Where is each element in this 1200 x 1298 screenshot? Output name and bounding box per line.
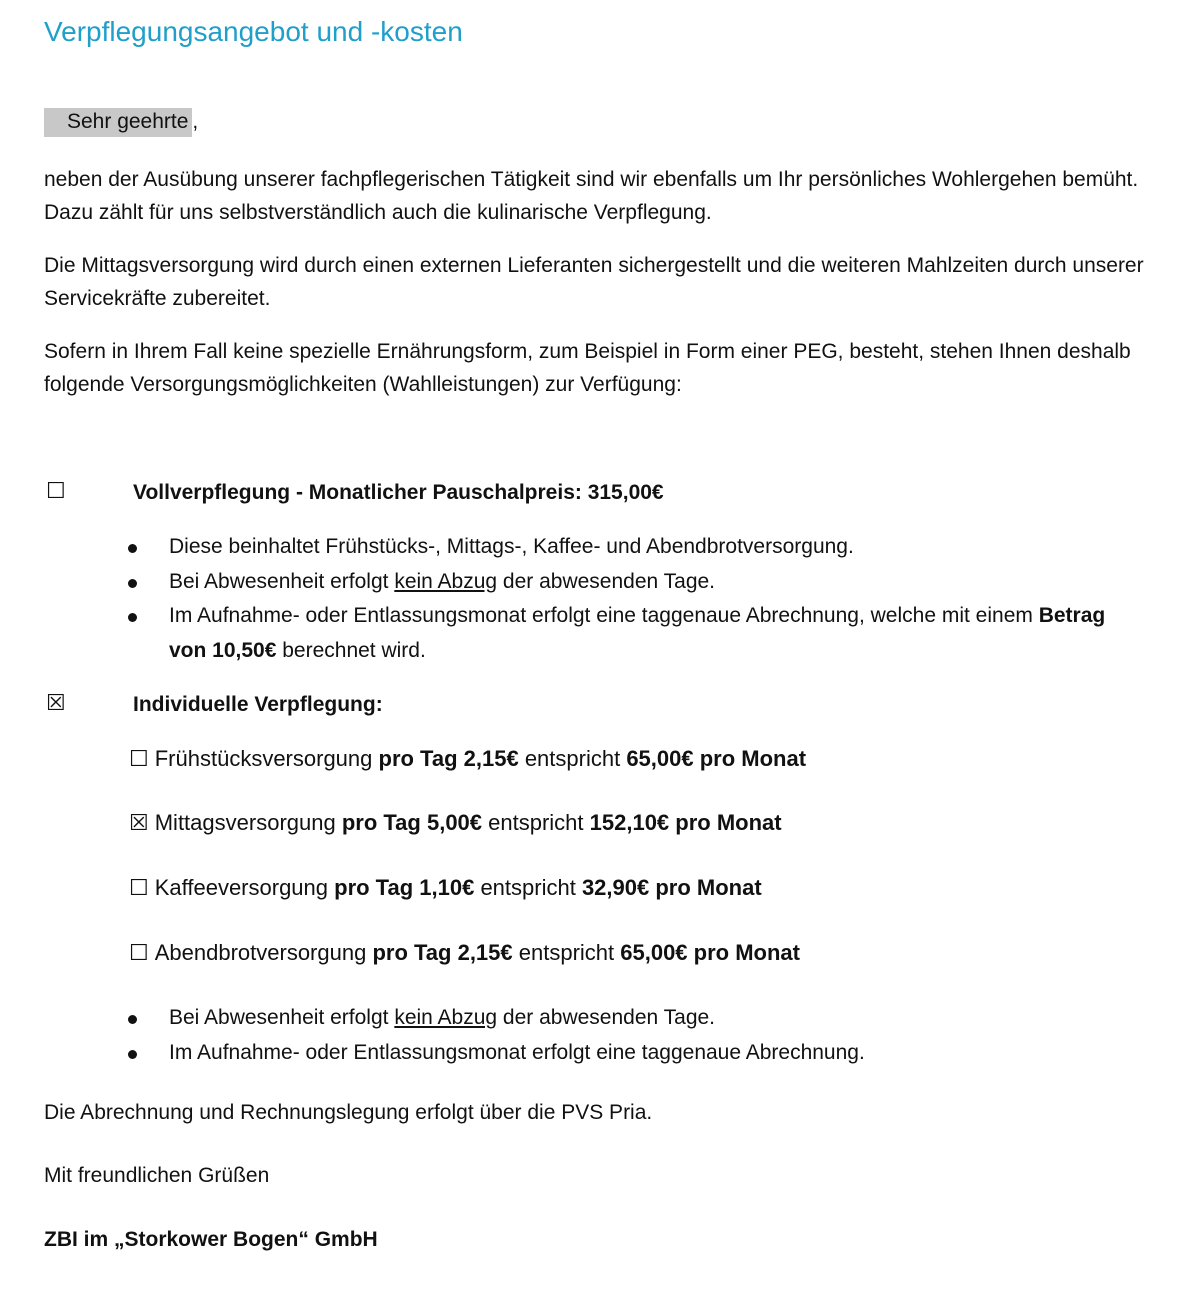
bullet-icon — [128, 613, 137, 622]
price-per-month: 32,90€ pro Monat — [581, 875, 762, 900]
lunch-supply-paragraph: Die Mittagsversorgung wird durch einen externen Lieferanten sichergestellt und die weiteren Mahlzeiten durch unserer Servicekräfte zubereitet. — [44, 254, 1144, 310]
bullet-icon — [128, 1050, 137, 1059]
individual-board-title: Individuelle Verpflegung: — [133, 693, 383, 716]
dinner-option — [129, 940, 800, 966]
company-signature: ZBI im „Storkower Bogen“ GmbH — [44, 1228, 378, 1251]
price-per-day: pro Tag 1,10€ — [334, 875, 475, 900]
lunch-checkbox[interactable]: ☒ — [129, 811, 149, 836]
list-item — [128, 530, 1128, 565]
bold-text: Betrag von 10,50€ — [169, 604, 1106, 662]
bullet-text: der abwesenden Tage. — [497, 569, 716, 593]
bullet-text: Diese beinhaltet Frühstücks-, Mittags-, Kaffee- und Abendbrotversorgung. — [169, 535, 854, 558]
price-per-month: 65,00€ pro Monat — [626, 746, 807, 771]
underlined-text: kein Abzug — [394, 569, 498, 593]
price-per-month: 65,00€ pro Monat — [620, 940, 800, 965]
full-board-bullets — [128, 530, 1128, 668]
option-connector: entspricht — [482, 810, 590, 835]
salutation-form-field[interactable]: Sehr geehrte — [44, 108, 192, 137]
coffee-checkbox[interactable]: ☐ — [129, 876, 149, 901]
options-intro-paragraph: Sofern in Ihrem Fall keine spezielle Ernährungsform, zum Beispiel in Form einer PEG, besteht, stehen Ihnen deshalb folgende Versorgungsmöglichkeiten (Wahlleistungen) zur Verfügung: — [44, 340, 1131, 396]
price-per-day: pro Tag 2,15€ — [372, 940, 513, 965]
full-board-checkbox[interactable]: ☐ — [46, 479, 66, 504]
option-name: Mittagsversorgung — [154, 810, 342, 835]
intro-paragraph: neben der Ausübung unserer fachpflegerischen Tätigkeit sind wir ebenfalls um Ihr persönliches Wohlergehen bemüht. Dazu zählt für uns selbstverständlich auch die kulinarische Verpflegung. — [44, 168, 1139, 224]
bullet-text: Im Aufnahme- oder Entlassungsmonat erfolgt eine taggenaue Abrechnung, welche mit einem — [169, 604, 1039, 627]
individual-board-bullets — [128, 1001, 1128, 1070]
list-item — [128, 1036, 1128, 1071]
price-per-day: pro Tag 2,15€ — [378, 746, 519, 771]
document-title: Verpflegungsangebot und -kosten — [44, 16, 463, 47]
breakfast-checkbox[interactable]: ☐ — [129, 747, 149, 772]
breakfast-option — [129, 746, 806, 772]
option-connector: entspricht — [518, 746, 627, 771]
list-item — [128, 599, 1128, 668]
list-item — [128, 565, 1128, 600]
option-connector: entspricht — [512, 940, 621, 965]
option-name: Frühstücksversorgung — [154, 746, 379, 771]
individual-board-checkbox[interactable]: ☒ — [46, 691, 66, 716]
salutation-comma: , — [192, 110, 199, 133]
bullet-text: Im Aufnahme- oder Entlassungsmonat erfolgt eine taggenaue Abrechnung. — [169, 1040, 865, 1064]
dinner-checkbox[interactable]: ☐ — [129, 941, 149, 966]
list-item — [128, 1001, 1128, 1036]
coffee-option — [129, 875, 762, 901]
price-per-month: 152,10€ pro Monat — [589, 810, 782, 835]
bullet-text: Bei Abwesenheit erfolgt — [169, 1006, 395, 1029]
bullet-icon — [128, 1015, 137, 1024]
option-connector: entspricht — [474, 875, 582, 900]
full-board-title: Vollverpflegung - Monatlicher Pauschalpreis: 315,00€ — [133, 481, 664, 504]
underlined-text: kein Abzug — [394, 1006, 498, 1029]
bullet-text: berechnet wird. — [276, 638, 426, 662]
option-name: Kaffeeversorgung — [154, 875, 335, 900]
closing-greeting: Mit freundlichen Grüßen — [44, 1164, 270, 1187]
bullet-text: Bei Abwesenheit erfolgt — [169, 569, 395, 593]
lunch-option — [129, 810, 782, 836]
bullet-icon — [128, 579, 137, 588]
price-per-day: pro Tag 5,00€ — [341, 810, 483, 835]
bullet-icon — [128, 544, 137, 553]
option-name: Abendbrotversorgung — [154, 940, 373, 965]
salutation — [44, 110, 198, 134]
bullet-text: der abwesenden Tage. — [497, 1006, 716, 1029]
billing-note: Die Abrechnung und Rechnungslegung erfolgt über die PVS Pria. — [44, 1101, 653, 1124]
